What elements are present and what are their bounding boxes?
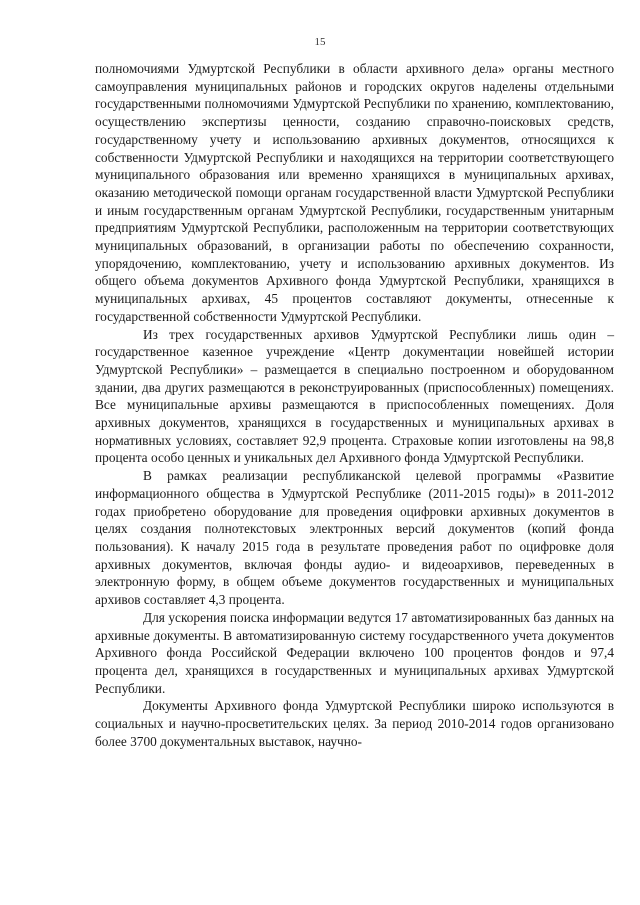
paragraph-2: Из трех государственных архивов Удмуртской Республики лишь один – государственное казенное учреждение «Центр документации новейшей истории Удмуртской Республики» – размещается в специально построенном и оборудованном здании, два других размещаются в реконструированных (приспособленных) помещениях. Все муниципальные архивы размещаются в приспособленных помещениях. Доля архивных документов, хранящихся в государственных и муниципальных архивах в нормативных условиях, составляет 92,9 процента. Страховые копии изготовлены на 98,8 процента особо ценных и уникальных дел Архивного фонда Удмуртской Республики. xyxy=(95,326,614,466)
paragraph-5: Документы Архивного фонда Удмуртской Республики широко используются в социальных и научно-просветительских целях. За период 2010-2014 годов организовано более 3700 документальных выставок, научно- xyxy=(95,698,614,749)
paragraph-4: Для ускорения поиска информации ведутся 17 автоматизированных баз данных на архивные документы. В автоматизированную систему государственного учета документов Архивного фонда Российской Федерации включено 100 процентов фондов и 97,4 процента дел, хранящихся в государственных и муниципальных архивах Удмуртской Республики. xyxy=(95,609,614,696)
paragraph-3: В рамках реализации республиканской целевой программы «Развитие информационного общества в Удмуртской Республике (2011-2015 годы)» в 2011-2012 годах приобретено оборудование для проведения оцифровки архивных документов в целях создания полнотекстовых электронных версий документов (копий фонда пользования). К началу 2015 года в результате проведения работ по оцифровке доля архивных документов, включая фонды аудио- и видеоархивов, переведенных в электронную форму, в общем объеме документов государственных и муниципальных архивов составляет 4,3 процента. xyxy=(95,468,614,608)
paragraph-1: полномочиями Удмуртской Республики в области архивного дела» органы местного самоуправления муниципальных районов и городских округов наделены отдельными государственными полномочиями Удмуртской Республики по хранению, комплектованию, осуществлению экспертизы ценности, созданию справочно-поисковых средств, государственному учету и использованию архивных документов, относящихся к собственности Удмуртской Республики и находящихся на территории соответствующего муниципального образования или временно хранящихся в муниципальных архивах, оказанию методической помощи органам государственной власти Удмуртской Республики и иным государственным органам Удмуртской Республики, государственным унитарным предприятиям Удмуртской Республики, расположенным на территории соответствующих муниципальных образований, в организации работы по обеспечению сохранности, упорядочению, комплектованию, учету и использованию архивных документов. Из общего объема документов Архивного фонда Удмуртской Республики, хранящихся в муниципальных архивах, 45 процентов составляют документы, отнесенные к государственной собственности Удмуртской Республики. xyxy=(95,61,614,324)
page-number: 15 xyxy=(314,36,326,48)
document-body xyxy=(95,60,614,750)
